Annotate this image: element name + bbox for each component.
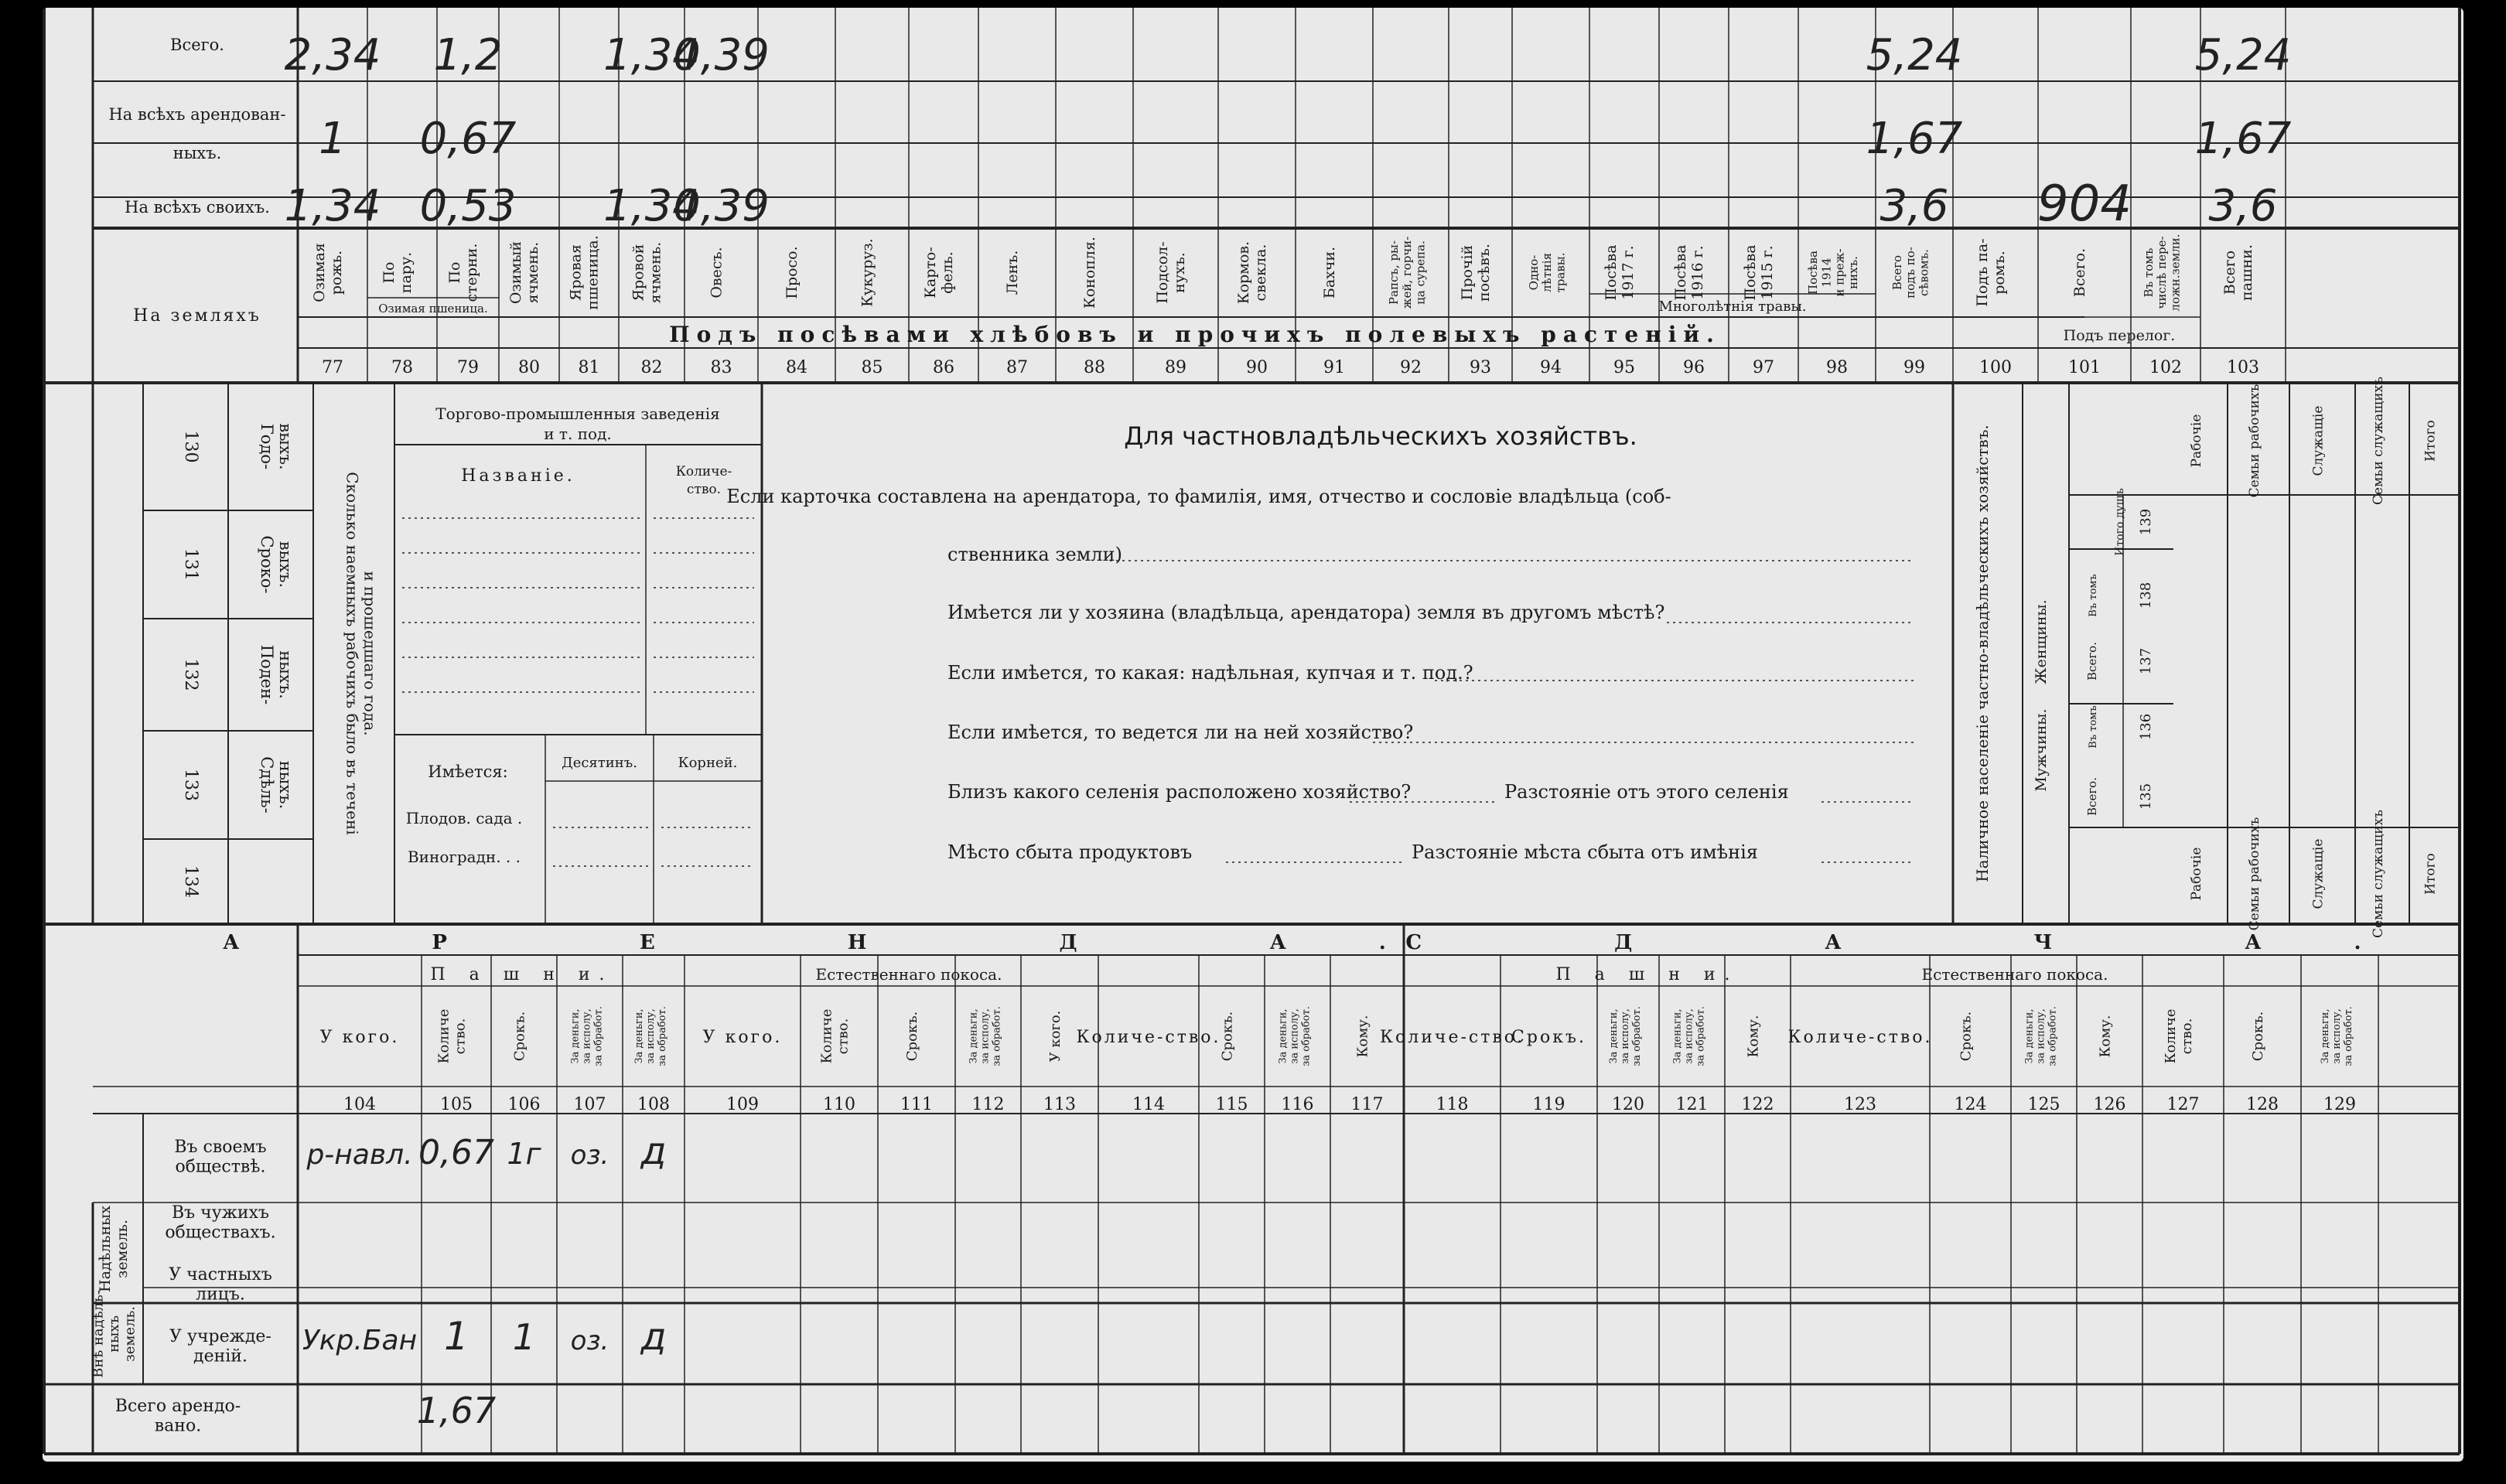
column-header: У кого. — [702, 1028, 783, 1047]
column-header: Посѣва — [1806, 251, 1821, 295]
column-header: ца сурепа. — [1413, 241, 1428, 305]
column-header: Яровая — [567, 244, 585, 301]
column-header: Бахчи. — [1321, 246, 1338, 299]
question-text: Близъ какого селенія расположено хозяйство? — [947, 781, 1412, 803]
column-header: У кого. — [319, 1028, 400, 1047]
group-header: Озимая пшеница. — [378, 302, 488, 316]
column-number: 84 — [786, 358, 807, 377]
column-header: Количе — [818, 1008, 835, 1064]
column-number: 118 — [1436, 1095, 1469, 1114]
column-number: 77 — [322, 358, 343, 377]
column-number: 93 — [1470, 358, 1491, 377]
column-header: за обработ. — [2047, 1006, 2059, 1066]
column-header: Конопля. — [1081, 236, 1098, 309]
group-header: Многолѣтнія травы. — [1658, 299, 1807, 315]
column-header: Прочій — [1459, 244, 1477, 301]
handwritten-entry: 1,34 — [603, 181, 700, 231]
column-header: Количе-ство. — [1076, 1028, 1221, 1047]
row-label: деній. — [193, 1346, 248, 1366]
men-label: Мужчины. — [2033, 708, 2050, 792]
row-group-label: ныхъ — [106, 1315, 122, 1353]
column-header: ромъ. — [1990, 251, 2008, 295]
row-label: У учрежде- — [169, 1327, 271, 1347]
has-label: Имѣется: — [428, 762, 508, 781]
column-header: ложн.земли. — [2168, 234, 2183, 312]
column-number: 113 — [1043, 1095, 1076, 1114]
column-number: 137 — [2138, 647, 2154, 675]
column-header: Кормов. — [1235, 241, 1253, 305]
handwritten-entry: 1,67 — [1866, 114, 1963, 164]
handwritten-entry: 0,67 — [419, 114, 517, 164]
handwritten-entry: 1,34 — [284, 181, 381, 231]
column-header: нихъ. — [1845, 256, 1860, 289]
handwritten-entry: 1 — [512, 1316, 536, 1358]
column-header: Подсол- — [1154, 241, 1172, 304]
row-label: Всего арендо- — [114, 1397, 241, 1417]
column-header: свекла. — [1251, 244, 1269, 302]
column-number: 85 — [861, 358, 883, 377]
column-header: Количе — [2163, 1008, 2180, 1064]
column-header: за исполу, — [645, 1008, 657, 1064]
column-number: 111 — [900, 1095, 933, 1114]
group-header: Естественнаго покоса. — [815, 965, 1002, 984]
column-header: за обработ. — [1695, 1006, 1707, 1066]
column-header: Семьи рабочихъ — [2247, 384, 2262, 498]
row-group-label: Надѣльных — [97, 1206, 114, 1292]
private-title: Для частновладѣльческихъ хозяйствъ. — [1124, 421, 1637, 451]
column-number: 101 — [2068, 358, 2101, 377]
column-header: пашни. — [2238, 244, 2255, 302]
column-header: За деньги, — [1277, 1008, 1289, 1064]
column-number: 120 — [1612, 1095, 1644, 1114]
column-header: За деньги, — [2320, 1008, 2332, 1064]
group-header: П а ш н и. — [430, 965, 614, 984]
row-number: 132 — [181, 658, 200, 691]
handwritten-entry: 3,6 — [1880, 181, 1949, 231]
row-label: ныхъ. — [172, 144, 222, 162]
column-header: за исполу, — [581, 1008, 593, 1064]
column-number: 139 — [2138, 508, 2154, 536]
handwritten-entry: 1,2 — [433, 30, 503, 80]
column-number: 110 — [823, 1095, 855, 1114]
column-header: 1914 — [1819, 258, 1834, 288]
row-label: У частныхъ — [169, 1265, 272, 1285]
column-number: 79 — [457, 358, 479, 377]
handwritten-entry: 1,67 — [2194, 114, 2292, 164]
handwritten-entry: 0,39 — [673, 181, 770, 231]
column-header: пшеница. — [584, 235, 602, 310]
row-label: лицъ. — [196, 1284, 245, 1305]
question-text: Если карточка составлена на арендатора, то фамилія, имя, отчество и сословіе владѣльца (соб- — [726, 486, 1671, 507]
group-header: П а ш н и. — [1555, 965, 1740, 984]
trade-title: Торгово-промышленныя заведенія — [435, 404, 720, 423]
row-label: Сдѣль- — [257, 756, 276, 814]
column-header: Въ томъ — [2088, 574, 2099, 617]
column-number: 100 — [1979, 358, 2012, 377]
column-number: 103 — [2227, 358, 2259, 377]
population-title: Наличное населеніе частно-владѣльческихъ хозяйствъ. — [1973, 425, 1992, 882]
column-header: Въ томъ — [2141, 247, 2156, 298]
column-number: 121 — [1675, 1095, 1709, 1114]
column-number: 80 — [518, 358, 540, 377]
column-header: за исполу, — [2035, 1008, 2047, 1064]
handwritten-entry: 1,67 — [416, 1390, 497, 1431]
row-label: На всѣхъ арендован- — [108, 105, 286, 124]
group-header: Подъ перелог. — [2063, 327, 2176, 344]
column-number: 90 — [1246, 358, 1268, 377]
column-header: Служащіе — [2310, 838, 2327, 909]
column-number: 135 — [2138, 783, 2154, 810]
column-header: 1917 г. — [1619, 245, 1637, 300]
column-number: 107 — [573, 1095, 606, 1114]
column-number: 95 — [1613, 358, 1635, 377]
handwritten-entry: 2,34 — [284, 30, 381, 80]
handwritten-entry: 1,34 — [603, 30, 700, 80]
column-header: подъ по- — [1903, 247, 1917, 299]
column-header: За деньги, — [569, 1008, 582, 1064]
column-header: Посѣва — [1603, 244, 1620, 301]
column-header: Семьи служащихъ — [2371, 377, 2386, 505]
column-header: Просо. — [784, 246, 801, 299]
row-label: выхъ. — [276, 541, 295, 588]
column-number: 98 — [1826, 358, 1848, 377]
column-header: ство. — [452, 1018, 469, 1055]
row-label: На всѣхъ своихъ. — [125, 198, 270, 217]
column-header: Ленъ. — [1004, 250, 1021, 295]
column-header: Семьи рабочихъ — [2247, 817, 2262, 931]
column-number: 123 — [1844, 1095, 1876, 1114]
handwritten-entry: 1г — [507, 1137, 541, 1171]
column-number: 119 — [1532, 1095, 1565, 1114]
column-header: Подъ па- — [1974, 238, 1992, 307]
handwritten-entry: 0,67 — [418, 1133, 494, 1172]
column-number: 97 — [1753, 358, 1774, 377]
column-header: ячмень. — [524, 241, 541, 304]
column-header: за обработ. — [991, 1006, 1003, 1066]
column-header: и преж- — [1832, 248, 1847, 297]
column-header: За деньги, — [1608, 1008, 1620, 1064]
column-number: 82 — [640, 358, 663, 377]
question-text: Имѣется ли у хозяина (владѣльца, арендатора) земля въ другомъ мѣстѣ? — [947, 602, 1665, 623]
handwritten-entry: 3,6 — [2208, 181, 2278, 231]
column-number: 129 — [2323, 1095, 2356, 1114]
column-number: 89 — [1165, 358, 1186, 377]
women-label: Женщины. — [2033, 599, 2050, 684]
column-header: ячмень. — [647, 241, 664, 304]
column-number: 87 — [1006, 358, 1028, 377]
column-number: 96 — [1683, 358, 1705, 377]
column-header: фель. — [938, 251, 956, 294]
column-header: ство. — [835, 1018, 852, 1055]
column-number: 92 — [1400, 358, 1422, 377]
row-label: вано. — [154, 1416, 202, 1436]
workers-title: и прошедшаго года. — [360, 571, 380, 736]
column-header: числѣ пере- — [2155, 236, 2169, 309]
section-banner: Подъ посѣвами хлѣбовъ и прочихъ полевыхъ растеній. — [669, 322, 1721, 347]
handwritten-entry: 904 — [2037, 176, 2132, 233]
workers-title: Сколько наемныхъ рабочихъ было въ течені — [343, 472, 362, 835]
column-number: 78 — [391, 358, 413, 377]
column-number: 105 — [440, 1095, 473, 1114]
column-header: За деньги, — [633, 1008, 646, 1064]
row-number: 131 — [181, 548, 200, 581]
column-header: Итого душъ — [2114, 488, 2126, 556]
column-number: 136 — [2138, 713, 2154, 741]
column-header: Рабочіе — [2189, 847, 2204, 901]
row-number: 134 — [181, 865, 200, 898]
census-form — [43, 8, 2463, 1462]
korney-header: Корней. — [678, 755, 738, 771]
column-number: 126 — [2093, 1095, 2126, 1114]
handwritten-entry: р-навл. — [306, 1139, 413, 1171]
question-text: Мѣсто сбыта продуктовъ — [947, 841, 1193, 863]
column-header: Срокъ. — [904, 1011, 920, 1062]
column-header: Озимый — [507, 241, 525, 305]
column-number: 122 — [1741, 1095, 1774, 1114]
column-header: за исполу, — [1620, 1008, 1631, 1064]
trade-title: и т. под. — [544, 425, 612, 443]
handwritten-entry: 1 — [319, 114, 347, 164]
sdacha-header: С Д А Ч А. — [1405, 931, 2454, 954]
trade-qty-header: ство. — [686, 482, 722, 497]
column-header: стерни. — [463, 243, 480, 302]
column-header: лѣтнія — [1540, 252, 1554, 293]
column-number: 109 — [726, 1095, 759, 1114]
column-number: 81 — [578, 358, 600, 377]
row-label: выхъ. — [276, 423, 295, 470]
column-header: за обработ. — [2342, 1006, 2354, 1066]
column-header: Кому. — [2097, 1015, 2114, 1058]
group-header: Естественнаго покоса. — [1921, 965, 2108, 984]
column-number: 83 — [710, 358, 732, 377]
column-header: Всего. — [2071, 247, 2088, 298]
column-header: Итого — [2422, 420, 2439, 462]
column-number: 115 — [1215, 1095, 1248, 1114]
column-header: Овесъ. — [708, 247, 726, 299]
column-number: 124 — [1954, 1095, 1987, 1114]
column-header: за обработ. — [1300, 1006, 1313, 1066]
row-group-label: земель. — [113, 1219, 131, 1279]
row-label: обществѣ. — [175, 1157, 266, 1177]
column-header: 1916 г. — [1688, 245, 1706, 300]
column-header: Кому. — [1354, 1015, 1371, 1058]
handwritten-entry: 5,24 — [1866, 30, 1963, 80]
column-header: Озимая — [311, 243, 329, 302]
column-header: За деньги, — [968, 1008, 980, 1064]
column-header: Всего. — [2085, 642, 2099, 681]
column-number: 138 — [2138, 582, 2154, 609]
row-group-label: Внѣ надѣль- — [90, 1290, 107, 1378]
column-number: 86 — [933, 358, 954, 377]
column-header: нухъ. — [1170, 252, 1188, 293]
column-number: 99 — [1903, 358, 1925, 377]
row-label: Въ чужихъ — [172, 1203, 269, 1223]
row-label: обществахъ. — [165, 1223, 276, 1243]
column-header: Срокъ. — [1219, 1011, 1236, 1062]
question-text: ственника земли) — [947, 544, 1122, 565]
column-header: Рапсъ, ры- — [1386, 240, 1401, 305]
question-text: Если имѣется, то ведется ли на ней хозяйство? — [947, 722, 1414, 743]
column-header: Всего — [2221, 250, 2239, 295]
column-number: 88 — [1084, 358, 1105, 377]
column-header: Семьи служащихъ — [2371, 810, 2386, 938]
arenda-header: А Р Е Н Д А. — [223, 931, 1479, 954]
column-header: 1915 г. — [1758, 245, 1776, 300]
column-header: За деньги, — [2023, 1008, 2036, 1064]
row-label: Сроко- — [257, 535, 276, 594]
column-header: По — [446, 261, 464, 284]
column-header: жей, горчи- — [1400, 236, 1414, 309]
desyat-header: Десятинъ. — [562, 755, 637, 771]
column-header: рожь. — [327, 250, 345, 295]
column-number: 125 — [2027, 1095, 2060, 1114]
column-number: 114 — [1132, 1095, 1165, 1114]
column-header: за исполу, — [979, 1008, 992, 1064]
column-number: 108 — [637, 1095, 670, 1114]
row-number: 133 — [181, 769, 200, 801]
handwritten-entry: Укр.Бан — [302, 1325, 418, 1356]
row-label: ныхъ. — [276, 650, 295, 699]
vineyards-label: Виноградн. . . — [407, 848, 521, 866]
column-header: Итого — [2422, 853, 2439, 895]
column-header: пару. — [397, 251, 415, 294]
column-number: 91 — [1323, 358, 1345, 377]
handwritten-entry: 5,24 — [2194, 30, 2292, 80]
column-header: за обработ. — [1630, 1006, 1643, 1066]
column-header: Одно- — [1526, 254, 1541, 291]
column-header: за исполу, — [1289, 1008, 1301, 1064]
column-header: По — [381, 261, 398, 284]
column-header: Срокъ. — [1958, 1011, 1975, 1062]
column-header: Рабочіе — [2189, 414, 2204, 468]
column-header: Срокъ. — [2250, 1011, 2266, 1062]
handwritten-entry: д — [640, 1315, 667, 1359]
column-header: Служащіе — [2310, 405, 2327, 476]
column-number: 94 — [1540, 358, 1562, 377]
column-header: Всего. — [2085, 777, 2099, 816]
gardens-label: Плодов. сада . — [405, 809, 523, 827]
column-header: за обработ. — [656, 1006, 668, 1066]
column-header: за исполу, — [2331, 1008, 2343, 1064]
column-header: За деньги, — [1671, 1008, 1684, 1064]
census-card — [43, 8, 2463, 1462]
row-label: Поден- — [257, 644, 276, 705]
column-header: Срокъ. — [511, 1011, 528, 1062]
column-header: Количе — [435, 1008, 452, 1064]
column-header: Всего — [1890, 254, 1904, 291]
column-header: Посѣва — [1742, 244, 1760, 301]
column-header: травы. — [1553, 252, 1568, 293]
column-header: Количе-ство. — [1379, 1028, 1525, 1047]
column-header: за обработ. — [592, 1006, 605, 1066]
row-label: Годо- — [257, 423, 276, 470]
column-header: Количе-ство. — [1787, 1028, 1933, 1047]
column-number: 112 — [971, 1095, 1005, 1114]
row-label: Въ своемъ — [174, 1138, 267, 1158]
column-number: 106 — [507, 1095, 541, 1114]
column-header: Карто- — [922, 247, 940, 299]
column-number: 127 — [2166, 1095, 2200, 1114]
trade-qty-header: Количе- — [675, 464, 732, 479]
handwritten-entry: оз. — [570, 1140, 609, 1171]
row-number: 130 — [181, 430, 200, 463]
column-header: Яровой — [630, 244, 647, 302]
row-label: На земляхъ — [133, 306, 261, 326]
trade-name-header: Названіе. — [461, 466, 575, 486]
column-header: Кому. — [1745, 1015, 1762, 1058]
column-header: ство. — [2178, 1018, 2195, 1055]
column-number: 117 — [1350, 1095, 1384, 1114]
question-text: Если имѣется, то какая: надѣльная, купчая и т. под.? — [947, 662, 1473, 684]
column-header: Посѣва — [1672, 244, 1690, 301]
column-header: Въ томъ — [2088, 705, 2099, 749]
handwritten-entry: оз. — [570, 1325, 609, 1356]
handwritten-entry: 0,39 — [673, 30, 770, 80]
column-header: Срокъ. — [1511, 1028, 1586, 1047]
question-text: Разстояніе отъ этого селенія — [1504, 781, 1789, 803]
column-number: 128 — [2246, 1095, 2279, 1114]
column-number: 102 — [2149, 358, 2182, 377]
column-number: 116 — [1281, 1095, 1314, 1114]
handwritten-entry: д — [640, 1130, 667, 1173]
question-text: Разстояніе мѣста сбыта отъ имѣнія — [1412, 841, 1758, 863]
column-number: 104 — [343, 1095, 376, 1114]
row-group-label: земель. — [121, 1305, 138, 1363]
row-label: ныхъ. — [276, 760, 295, 810]
handwritten-entry: 1 — [444, 1314, 469, 1359]
row-label: Всего. — [170, 36, 224, 54]
column-header: У кого. — [1047, 1010, 1064, 1063]
column-header: за исполу, — [1683, 1008, 1695, 1064]
column-header: Кукуруз. — [859, 238, 876, 307]
column-header: сѣвомъ. — [1917, 249, 1931, 296]
column-header: посѣвъ. — [1475, 243, 1493, 302]
handwritten-entry: 0,53 — [419, 181, 517, 231]
